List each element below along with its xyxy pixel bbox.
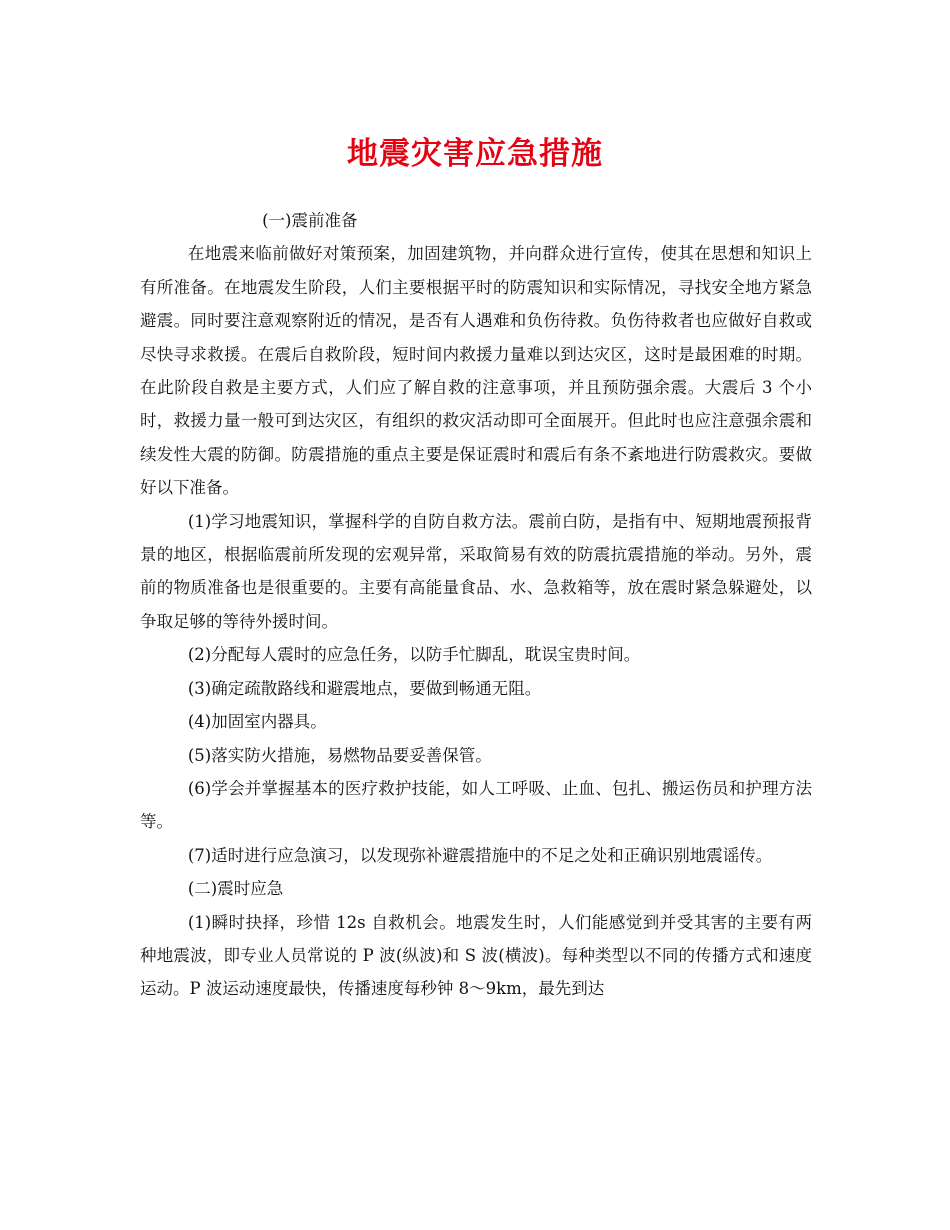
list-item-5: (5)落实防火措施，易燃物品要妥善保管。 <box>187 745 492 765</box>
section-intro-paragraph: 在地震来临前做好对策预案，加固建筑物，并向群众进行宣传，使其在思想和知识上有所准备。在地震发生阶段，人们主要根据平时的防震知识和实际情况，寻找安全地方紧急避震。同时要注意观察附近的情况，是否有人遇难和负伤待救。负伤待救者也应做好自救或尽快寻求救援。在震后自救阶段，短时间内救援力量难以到达灾区，这时是最困难的时期。在此阶段自救是主要方式，人们应了解自救的注意事项，并且预防强余震。大震后 3 个小时，救援力量一般可到达灾区，有组织的救灾活动即可全面展开。但此时也应注意强余震和续发性大震的防御。防震措施的重点主要是保证震时和震后有条不紊地进行防震救灾。要做好以下准备。 <box>140 244 812 498</box>
page-title: 地震灾害应急措施 <box>347 136 603 172</box>
document-body <box>140 204 812 1006</box>
section-heading-pre-earthquake: (一)震前准备 <box>262 211 358 230</box>
list-item-1: (1)学习地震知识，掌握科学的自防自救方法。震前白防，是指有中、短期地震预报背景的地区，根据临震前所发现的宏观异常，采取简易有效的防震抗震措施的举动。另外，震前的物质准备也是很重要的。主要有高能量食品、水、急救箱等，放在震时紧急躲避处，以争取足够的等待外援时间。 <box>140 511 812 631</box>
list-item-7: (7)适时进行应急演习，以发现弥补避震措施中的不足之处和正确识别地震谣传。 <box>187 845 773 865</box>
list-item-6: (6)学会并掌握基本的医疗救护技能，如人工呼吸、止血、包扎、搬运伤员和护理方法等。 <box>140 778 812 832</box>
section-heading-during-earthquake: (二)震时应急 <box>187 879 284 899</box>
list-item-3: (3)确定疏散路线和避震地点，要做到畅通无阻。 <box>187 678 542 698</box>
list-item-2: (2)分配每人震时的应急任务，以防手忙脚乱，耽误宝贵时间。 <box>187 645 641 665</box>
section2-item-1: (1)瞬时抉择，珍惜 12s 自救机会。地震发生时，人们能感觉到并受其害的主要有两种地震波，即专业人员常说的 P 波(纵波)和 S 波(横波)。每种类型以不同的传播方式和速度运动。P 波运动速度最快，传播速度每秒钟 8～9km，最先到达 <box>140 912 812 999</box>
list-item-4: (4)加固室内器具。 <box>187 712 327 732</box>
